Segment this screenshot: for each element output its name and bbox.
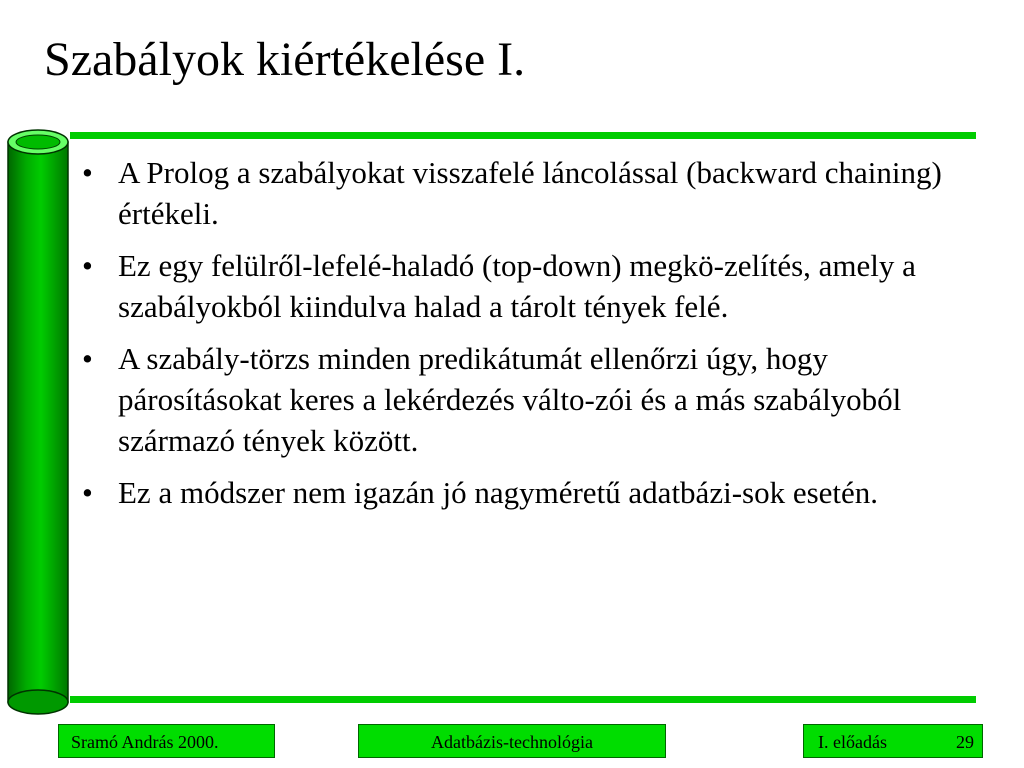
bullet-item bbox=[82, 245, 972, 327]
footer-lecture-text: I. előadás bbox=[818, 732, 887, 752]
bullet-dot: • bbox=[82, 248, 93, 283]
top-green-rule bbox=[70, 132, 976, 139]
footer-author bbox=[58, 724, 275, 758]
bullet-dot: • bbox=[82, 475, 93, 510]
scroll-bottom-cap bbox=[8, 690, 68, 714]
bottom-green-rule bbox=[70, 696, 976, 703]
bullet-item bbox=[82, 472, 972, 513]
footer-lecture bbox=[803, 724, 983, 758]
bullet-dot: • bbox=[82, 155, 93, 190]
scroll-decoration bbox=[0, 0, 80, 730]
bullet-dot: • bbox=[82, 341, 93, 376]
slide-title: Szabályok kiértékelése I. bbox=[44, 33, 526, 86]
bullet-text: A Prolog a szabályokat visszafelé láncolással (backward chaining) értékeli. bbox=[118, 155, 942, 231]
footer-author-text: Sramó András 2000. bbox=[71, 732, 219, 752]
bullet-text: Ez egy felülről-lefelé-haladó (top-down) megkö-zelítés, amely a szabályokból kiindulva halad a tárolt tények felé. bbox=[118, 248, 916, 324]
bullet-item bbox=[82, 338, 972, 461]
footer-course-text: Adatbázis-technológia bbox=[431, 732, 593, 752]
page-number: 29 bbox=[956, 732, 974, 752]
footer-course bbox=[358, 724, 666, 758]
bullet-item bbox=[82, 152, 972, 234]
bullet-text: Ez a módszer nem igazán jó nagyméretű adatbázi-sok esetén. bbox=[118, 475, 879, 510]
bullet-list bbox=[82, 152, 972, 524]
scroll-body bbox=[8, 142, 68, 702]
bullet-text: A szabály-törzs minden predikátumát ellenőrzi úgy, hogy párosításokat keres a lekérdezés válto-zói és a más szabályoból származó tények között. bbox=[118, 341, 902, 458]
